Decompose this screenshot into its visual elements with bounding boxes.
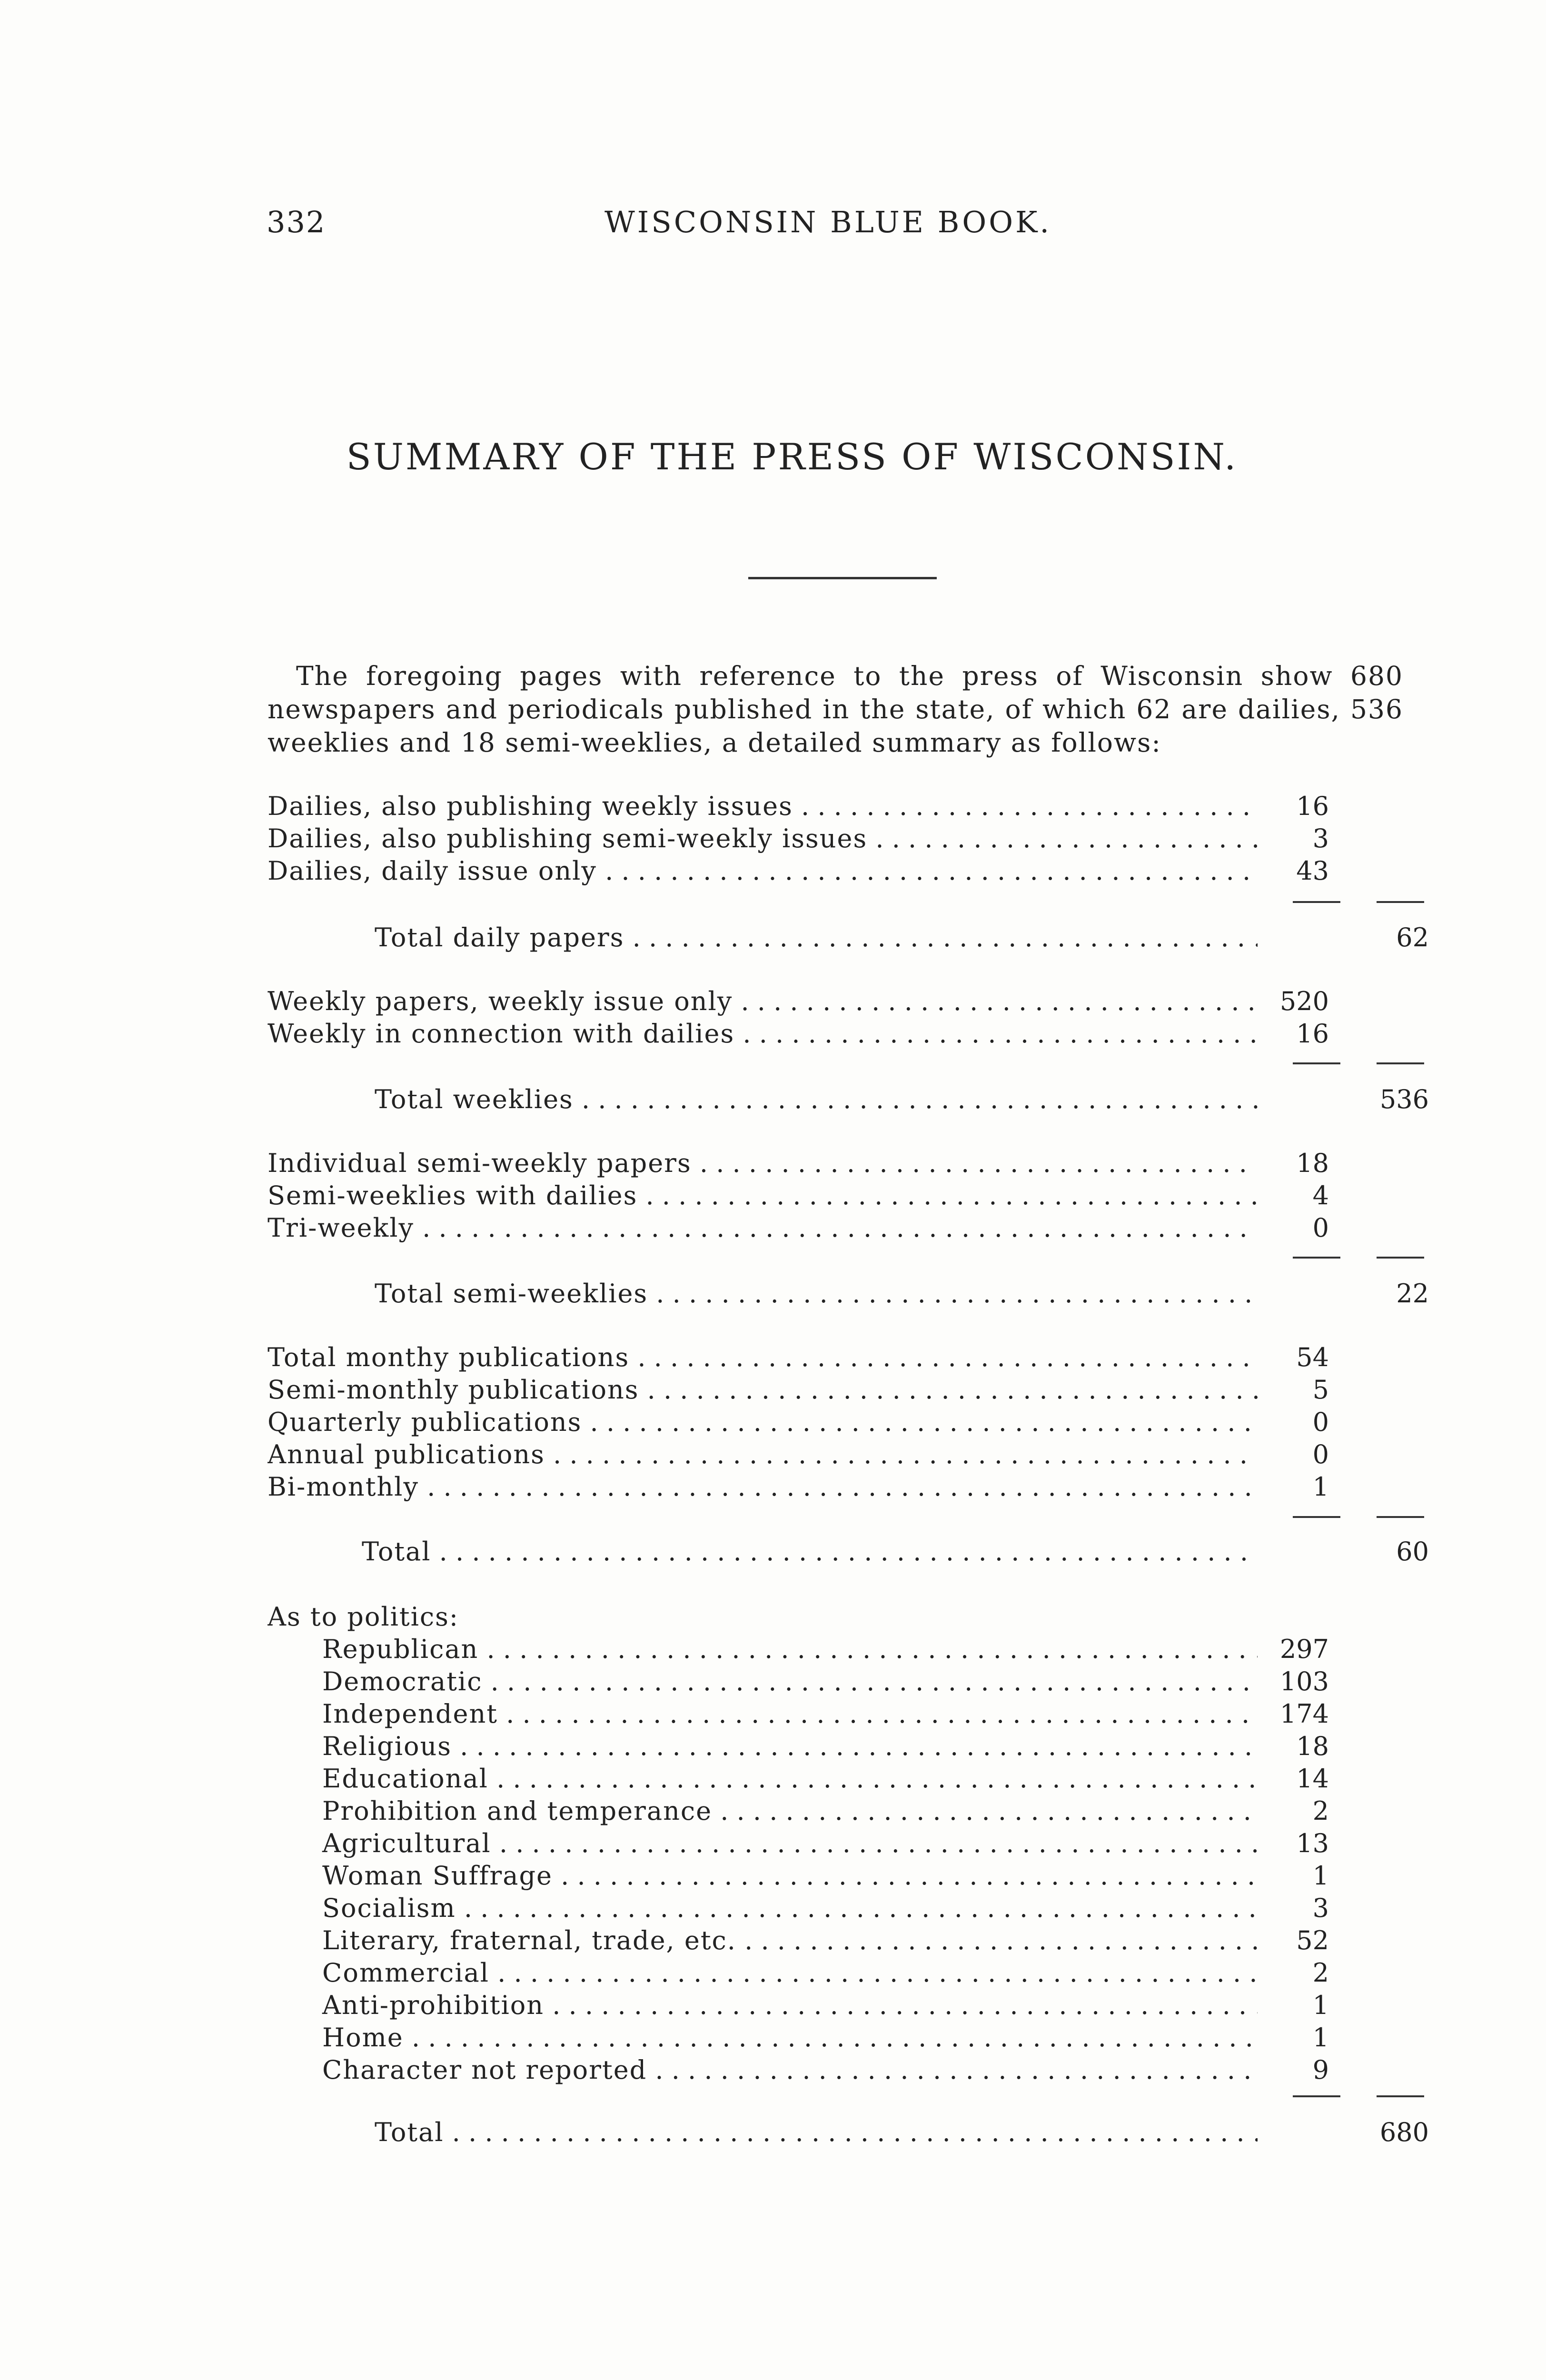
table-row: Individual semi-weekly papers . . . 18	[268, 1148, 1410, 1180]
table-row: Prohibition and temperance . . . 2	[268, 1796, 1410, 1828]
table-row: Home . . . 1	[268, 2023, 1410, 2055]
section-heading: As to politics:	[268, 1602, 459, 1632]
subtotal-rule	[1293, 1062, 1340, 1064]
table-row: Character not reported . . . 9	[268, 2055, 1410, 2087]
title-rule	[748, 577, 937, 579]
subtotal-rule	[1293, 2095, 1340, 2097]
table-row: Semi-monthly publications . . . 5	[268, 1375, 1410, 1407]
total-rule	[1377, 1257, 1424, 1259]
table-row: Socialism . . . 3	[268, 1893, 1410, 1925]
table-row: Bi-monthly . . . 1	[268, 1472, 1410, 1504]
table-row: Dailies, also publishing weekly issues . . . 16	[268, 791, 1410, 823]
table-row: Commercial . . . 2	[268, 1958, 1410, 1990]
table-row: Literary, fraternal, trade, etc. . . . 52	[268, 1925, 1410, 1958]
table-row: Anti-prohibition . . . 1	[268, 1990, 1410, 2023]
page-title: SUMMARY OF THE PRESS OF WISCONSIN.	[346, 436, 1238, 478]
table-row: Quarterly publications . . . 0	[268, 1407, 1410, 1439]
total-rule	[1377, 1516, 1424, 1518]
total-row: Total . . . 60	[268, 1537, 1410, 1569]
total-row: Total . . . 680	[268, 2117, 1410, 2150]
subtotal-rule	[1293, 901, 1340, 903]
table-row: Religious . . . 18	[268, 1731, 1410, 1764]
table-row: Dailies, also publishing semi-weekly issues . . . 3	[268, 823, 1410, 856]
table-row: Agricultural . . . 13	[268, 1828, 1410, 1861]
subtotal-rule	[1293, 1516, 1340, 1518]
intro-paragraph: The foregoing pages with reference to the press of Wisconsin show 680 newspapers and periodicals published in the state, of which 62 are dailies, 536 weeklies and 18 semi-weeklies, a detailed summary as follows:	[268, 661, 1403, 758]
total-row: Total weeklies . . . 536	[268, 1084, 1410, 1117]
table-row: Republican . . . 297	[268, 1634, 1410, 1666]
table-row: Educational . . . 14	[268, 1764, 1410, 1796]
table-row: Semi-weeklies with dailies . . . 4	[268, 1180, 1410, 1213]
running-title: WISCONSIN BLUE BOOK.	[605, 205, 1052, 239]
page-header	[267, 205, 1076, 248]
table-row: Total monthy publications . . . 54	[268, 1342, 1410, 1375]
total-row: Total daily papers . . . 62	[268, 922, 1410, 955]
table-row: Tri-weekly . . . 0	[268, 1213, 1410, 1245]
table-row: Woman Suffrage . . . 1	[268, 1861, 1410, 1893]
total-row: Total semi-weeklies . . . 22	[268, 1279, 1410, 1311]
total-rule	[1377, 901, 1424, 903]
total-rule	[1377, 1062, 1424, 1064]
table-row: Dailies, daily issue only . . . 43	[268, 856, 1410, 888]
table-row: Democratic . . . 103	[268, 1666, 1410, 1699]
table-row: Independent . . . 174	[268, 1699, 1410, 1731]
table-row: Annual publications . . . 0	[268, 1439, 1410, 1472]
page-number: 332	[267, 205, 326, 239]
subtotal-rule	[1293, 1257, 1340, 1259]
table-row: Weekly in connection with dailies . . . 16	[268, 1019, 1410, 1051]
total-rule	[1377, 2095, 1424, 2097]
table-row: Weekly papers, weekly issue only . . . 520	[268, 986, 1410, 1019]
